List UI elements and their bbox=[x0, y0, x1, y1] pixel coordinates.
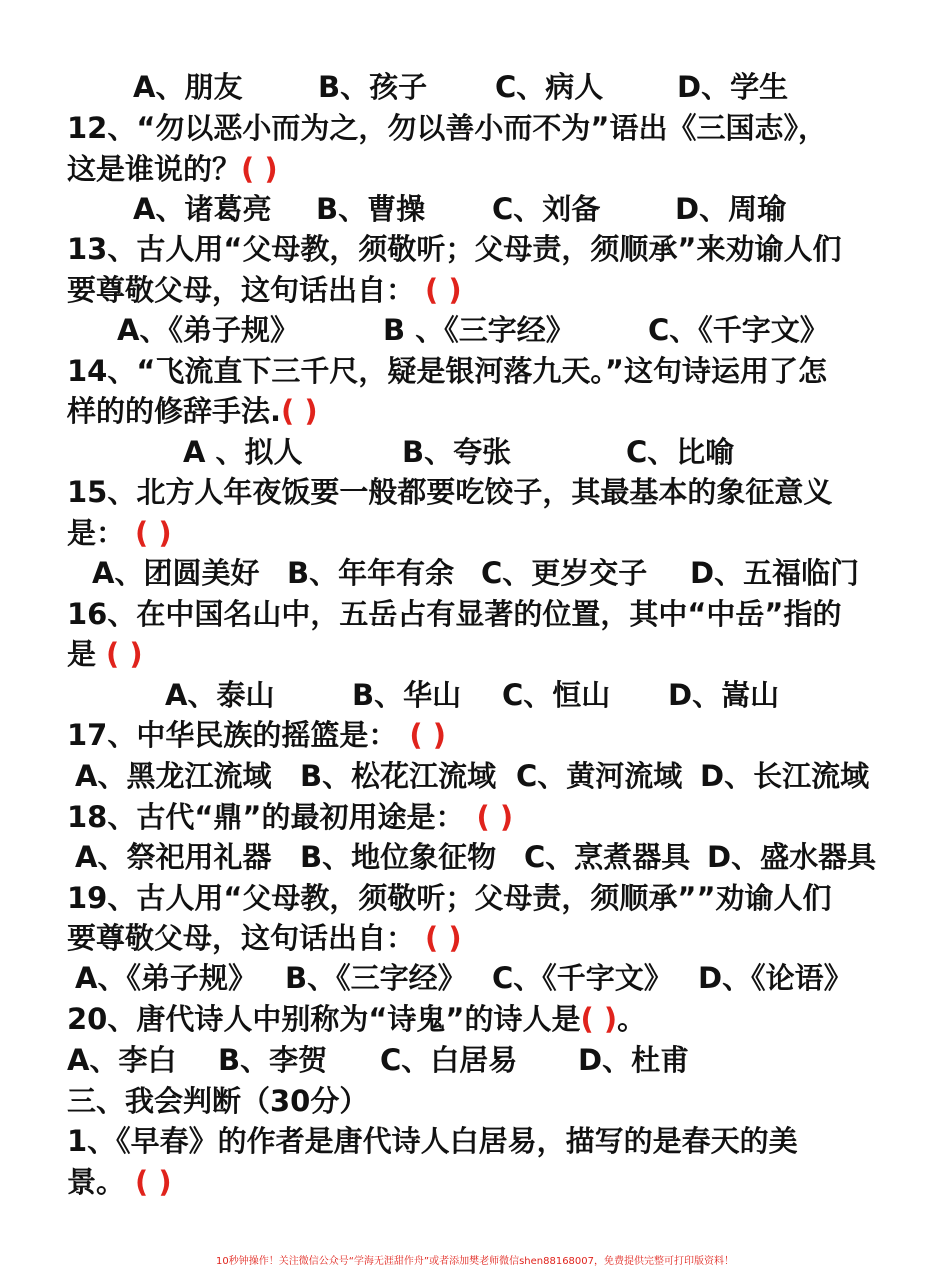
q20-question-line1 bbox=[67, 999, 646, 1039]
q20-option-b: B、李贺 bbox=[218, 1043, 328, 1077]
q17-answer-blank: ( ) bbox=[409, 718, 446, 752]
q13-question-text: 要尊敬父母，这句话出自： bbox=[67, 273, 416, 307]
q13-option-c: C、《千字文》 bbox=[648, 313, 829, 347]
q15-question-text: 是： bbox=[67, 516, 126, 550]
judgment-1-line1: 1、《早春》的作者是唐代诗人白居易，描写的是春天的美 bbox=[67, 1124, 798, 1158]
q13-options bbox=[0, 310, 950, 350]
q18-option-b: B、地位象征物 bbox=[300, 840, 497, 874]
q13-question-line1: 13、古人用“父母教，须敬听；父母责，须顺承”来劝谕人们 bbox=[67, 232, 842, 266]
q16-question-line1: 16、在中国名山中，五岳占有显著的位置，其中“中岳”指的 bbox=[67, 597, 842, 631]
q20-answer-blank: ( ) bbox=[580, 1002, 618, 1036]
q19-option-d: D、《论语》 bbox=[698, 961, 853, 995]
q15-option-b: B、年年有余 bbox=[287, 556, 455, 590]
q19-options bbox=[0, 958, 950, 998]
q19-option-a: A、《弟子规》 bbox=[75, 961, 257, 995]
q12-option-b: B、曹操 bbox=[316, 192, 426, 226]
q13-answer-blank: ( ) bbox=[425, 273, 462, 307]
q19-question-text: 要尊敬父母，这句话出自： bbox=[67, 921, 416, 955]
q12-question-text: 这是谁说的？ bbox=[67, 152, 242, 186]
q16-option-a: A、泰山 bbox=[165, 678, 275, 712]
q11-options bbox=[0, 67, 950, 107]
q18-answer-blank: ( ) bbox=[476, 800, 514, 834]
q17-option-a: A、黑龙江流域 bbox=[75, 759, 272, 793]
q12-question-line1: 12、“勿以恶小而为之，勿以善小而不为”语出《三国志》， bbox=[67, 111, 827, 145]
q12-option-c: C、刘备 bbox=[492, 192, 601, 226]
section-3-heading: 三、我会判断（30分） bbox=[67, 1084, 369, 1118]
q17-option-c: C、黄河流域 bbox=[516, 759, 683, 793]
q12-question-line2 bbox=[67, 149, 278, 189]
q13-question-line2 bbox=[67, 270, 462, 310]
footer-notice: 10秒钟操作！关注微信公众号“学海无涯甜作舟”或者添加樊老师微信shen88168007，免费提供完整可打印版资料！ bbox=[215, 1256, 735, 1267]
q14-question-text: 样的的修辞手法. bbox=[67, 394, 282, 428]
q20-option-a: A、李白 bbox=[67, 1043, 177, 1077]
q15-option-a: A、团圆美好 bbox=[92, 556, 260, 590]
q20-question-end: 。 bbox=[617, 1002, 647, 1036]
judgment-1-line2 bbox=[67, 1162, 172, 1202]
q11-option-b: B、孩子 bbox=[318, 70, 428, 104]
q15-question-line1: 15、北方人年夜饭要一般都要吃饺子，其最基本的象征意义 bbox=[67, 475, 833, 509]
q16-options bbox=[0, 675, 950, 715]
q16-answer-blank: ( ) bbox=[106, 637, 143, 671]
q15-option-d: D、五福临门 bbox=[690, 556, 860, 590]
q19-question-line2 bbox=[67, 918, 462, 958]
q14-question-line1: 14、“飞流直下三千尺，疑是银河落九天。”这句诗运用了怎 bbox=[67, 354, 827, 388]
q16-option-c: C、恒山 bbox=[502, 678, 611, 712]
q17-options bbox=[0, 756, 950, 796]
q12-options bbox=[0, 189, 950, 229]
q12-option-d: D、周瑜 bbox=[675, 192, 787, 226]
q11-option-a: A、朋友 bbox=[133, 70, 243, 104]
q20-option-d: D、杜甫 bbox=[578, 1043, 690, 1077]
q16-option-d: D、嵩山 bbox=[668, 678, 780, 712]
judgment-1-answer-blank: ( ) bbox=[135, 1165, 172, 1199]
q11-option-d: D、学生 bbox=[677, 70, 789, 104]
q15-answer-blank: ( ) bbox=[135, 516, 172, 550]
q16-option-b: B、华山 bbox=[352, 678, 462, 712]
q19-question-line1: 19、古人用“父母教，须敬听；父母责，须顺承””劝谕人们 bbox=[67, 881, 832, 915]
q18-question-text: 18、古代“鼎”的最初用途是： bbox=[67, 800, 465, 834]
q14-question-line2 bbox=[67, 391, 318, 431]
q12-answer-blank: ( ) bbox=[241, 152, 278, 186]
q18-option-d: D、盛水器具 bbox=[707, 840, 877, 874]
q17-option-b: B、松花江流域 bbox=[300, 759, 497, 793]
q18-option-c: C、烹煮器具 bbox=[524, 840, 691, 874]
q17-option-d: D、长江流域 bbox=[700, 759, 870, 793]
q20-question-text: 20、唐代诗人中别称为“诗鬼”的诗人是 bbox=[67, 1002, 581, 1036]
q15-option-c: C、更岁交子 bbox=[481, 556, 648, 590]
q13-option-a: A、《弟子规》 bbox=[117, 313, 299, 347]
q15-options bbox=[0, 553, 950, 593]
q14-options bbox=[0, 432, 950, 472]
q18-question-line1 bbox=[67, 797, 513, 837]
q14-option-c: C、比喻 bbox=[626, 435, 735, 469]
q17-question-line1 bbox=[67, 715, 446, 755]
q17-question-text: 17、中华民族的摇篮是： bbox=[67, 718, 398, 752]
q19-option-b: B、《三字经》 bbox=[285, 961, 467, 995]
q19-answer-blank: ( ) bbox=[425, 921, 462, 955]
q15-question-line2 bbox=[67, 513, 172, 553]
q16-question-line2 bbox=[67, 634, 143, 674]
q14-answer-blank: ( ) bbox=[281, 394, 318, 428]
q20-option-c: C、白居易 bbox=[380, 1043, 518, 1077]
q14-option-b: B、夸张 bbox=[402, 435, 512, 469]
q20-options bbox=[0, 1040, 950, 1080]
q18-option-a: A、祭祀用礼器 bbox=[75, 840, 272, 874]
judgment-1-text: 景。 bbox=[67, 1165, 126, 1199]
q16-question-text: 是 bbox=[67, 637, 97, 671]
q11-option-c: C、病人 bbox=[495, 70, 604, 104]
q12-option-a: A、诸葛亮 bbox=[133, 192, 272, 226]
q19-option-c: C、《千字文》 bbox=[492, 961, 673, 995]
q14-option-a: A 、拟人 bbox=[183, 435, 303, 469]
q13-option-b: B 、《三字经》 bbox=[383, 313, 575, 347]
q18-options bbox=[0, 837, 950, 877]
